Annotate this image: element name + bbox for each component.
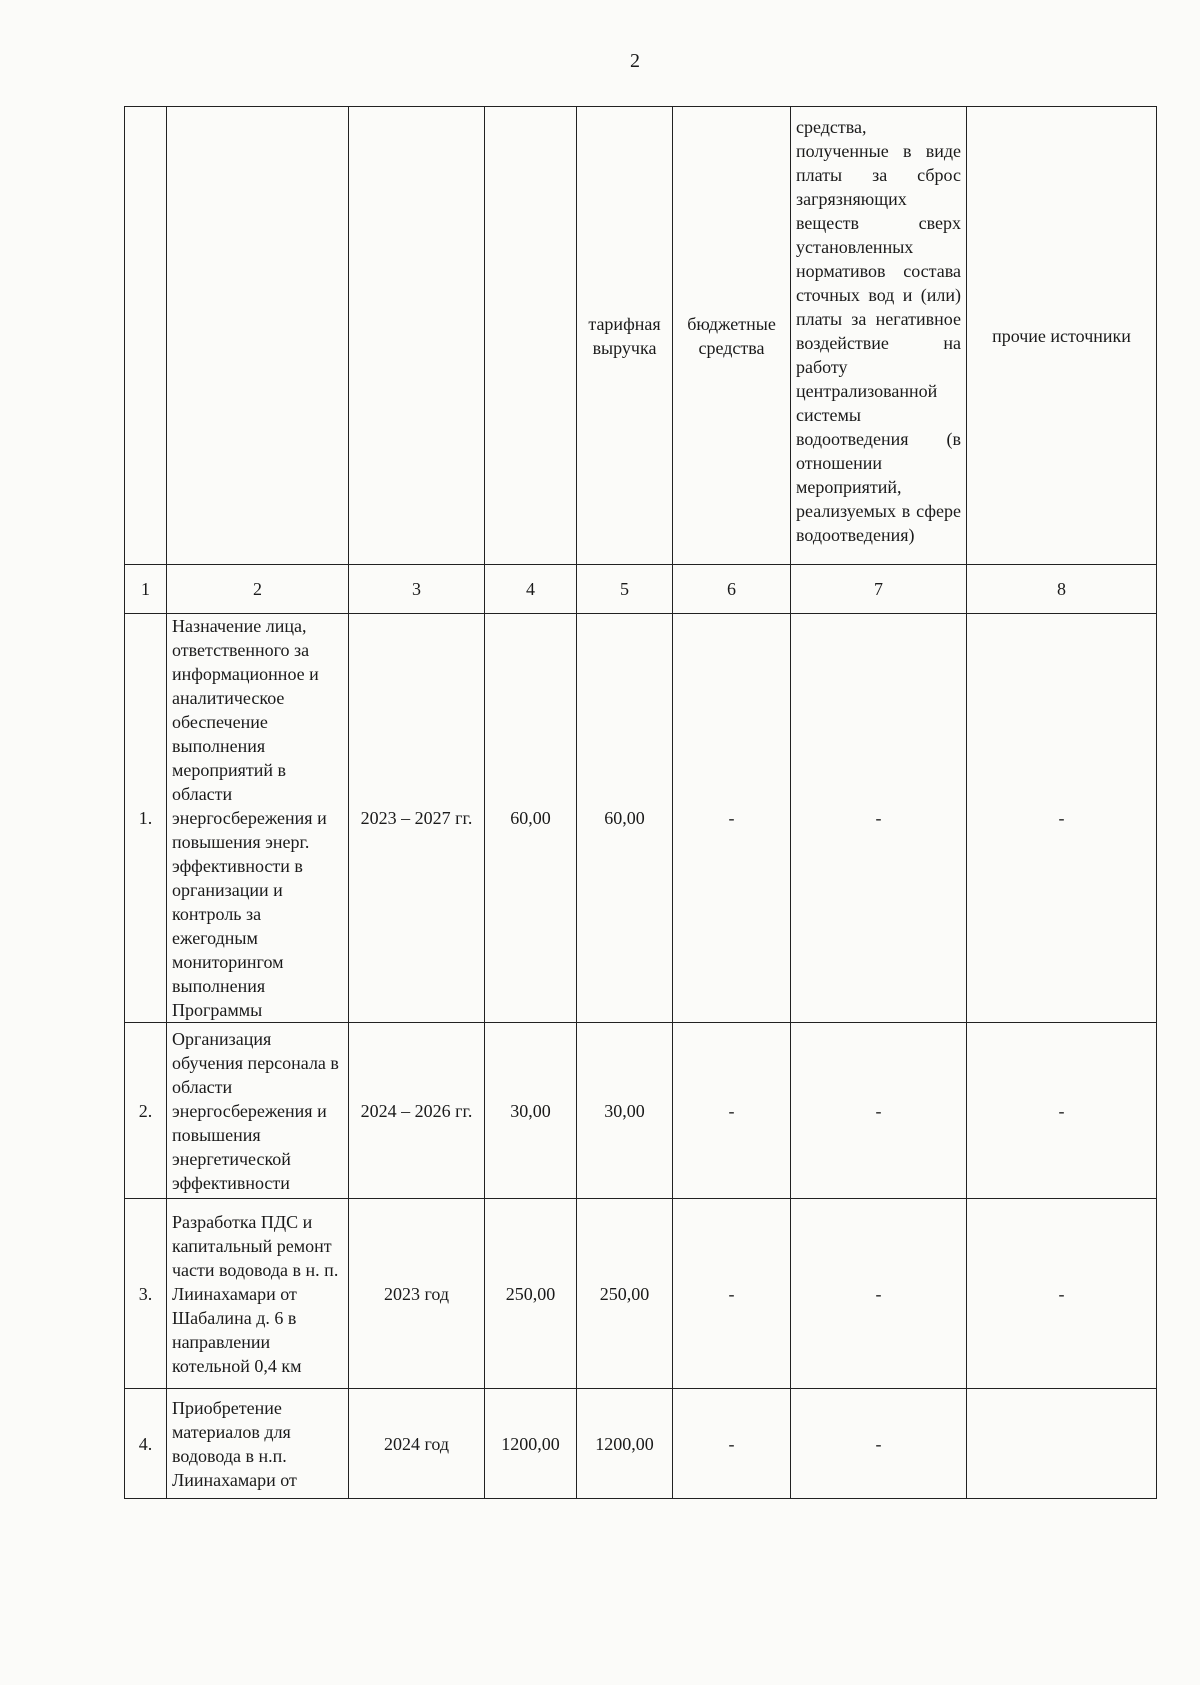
table-row <box>125 1199 1157 1389</box>
header-budget-funds: бюджетные средства <box>673 107 791 565</box>
column-number: 8 <box>967 565 1157 614</box>
row-number: 4. <box>125 1389 167 1499</box>
table-row <box>125 1023 1157 1199</box>
column-number: 1 <box>125 565 167 614</box>
column-number: 3 <box>349 565 485 614</box>
measure-tariff: 30,00 <box>577 1023 673 1199</box>
measure-tariff: 250,00 <box>577 1199 673 1389</box>
column-number: 4 <box>485 565 577 614</box>
measure-budget: - <box>673 1199 791 1389</box>
header-row <box>125 107 1157 565</box>
program-table <box>124 106 1157 1499</box>
measure-fees: - <box>791 614 967 1023</box>
measure-budget: - <box>673 614 791 1023</box>
row-number: 2. <box>125 1023 167 1199</box>
measure-budget: - <box>673 1023 791 1199</box>
column-number: 6 <box>673 565 791 614</box>
header-other-sources: прочие источники <box>967 107 1157 565</box>
measure-other: - <box>967 614 1157 1023</box>
measure-name: Разработка ПДС и капитальный ремонт части водовода в н. п. Лиинахамари от Шабалина д. 6 в направлении котельной 0,4 км <box>167 1199 349 1389</box>
measure-other: - <box>967 1199 1157 1389</box>
measure-name: Организация обучения персонала в области энергосбережения и повышения энергетической эффективности <box>167 1023 349 1199</box>
row-number: 3. <box>125 1199 167 1389</box>
header-cell-3 <box>349 107 485 565</box>
measure-total: 250,00 <box>485 1199 577 1389</box>
header-cell-2 <box>167 107 349 565</box>
column-number: 5 <box>577 565 673 614</box>
measure-total: 60,00 <box>485 614 577 1023</box>
measure-period: 2023 – 2027 гг. <box>349 614 485 1023</box>
measure-other: - <box>967 1023 1157 1199</box>
row-number: 1. <box>125 614 167 1023</box>
column-numbers-row <box>125 565 1157 614</box>
measure-budget: - <box>673 1389 791 1499</box>
column-number: 2 <box>167 565 349 614</box>
measure-other <box>967 1389 1157 1499</box>
measure-period: 2024 год <box>349 1389 485 1499</box>
measure-fees: - <box>791 1023 967 1199</box>
table-row <box>125 1389 1157 1499</box>
page-number: 2 <box>630 50 640 72</box>
measure-period: 2023 год <box>349 1199 485 1389</box>
column-number: 7 <box>791 565 967 614</box>
measure-fees: - <box>791 1389 967 1499</box>
measure-fees: - <box>791 1199 967 1389</box>
header-cell-1 <box>125 107 167 565</box>
measure-total: 30,00 <box>485 1023 577 1199</box>
measure-total: 1200,00 <box>485 1389 577 1499</box>
measure-period: 2024 – 2026 гг. <box>349 1023 485 1199</box>
header-cell-4 <box>485 107 577 565</box>
measure-tariff: 60,00 <box>577 614 673 1023</box>
measure-name: Назначение лица, ответственного за информационное и аналитическое обеспечение выполнения мероприятий в области энергосбережения и повышения энерг. эффективности в организации и контроль за ежегодным мониторингом выполнения Программы <box>167 614 349 1023</box>
header-discharge-fees: средства, полученные в виде платы за сброс загрязняющих веществ сверх установленных нормативов состава сточных вод и (или) платы за негативное воздействие на работу централизованной системы водоотведения (в отношении мероприятий, реализуемых в сфере водоотведения) <box>791 107 967 565</box>
header-tariff-revenue: тарифная выручка <box>577 107 673 565</box>
measure-name: Приобретение материалов для водовода в н.п. Лиинахамари от <box>167 1389 349 1499</box>
table-row <box>125 614 1157 1023</box>
measure-tariff: 1200,00 <box>577 1389 673 1499</box>
